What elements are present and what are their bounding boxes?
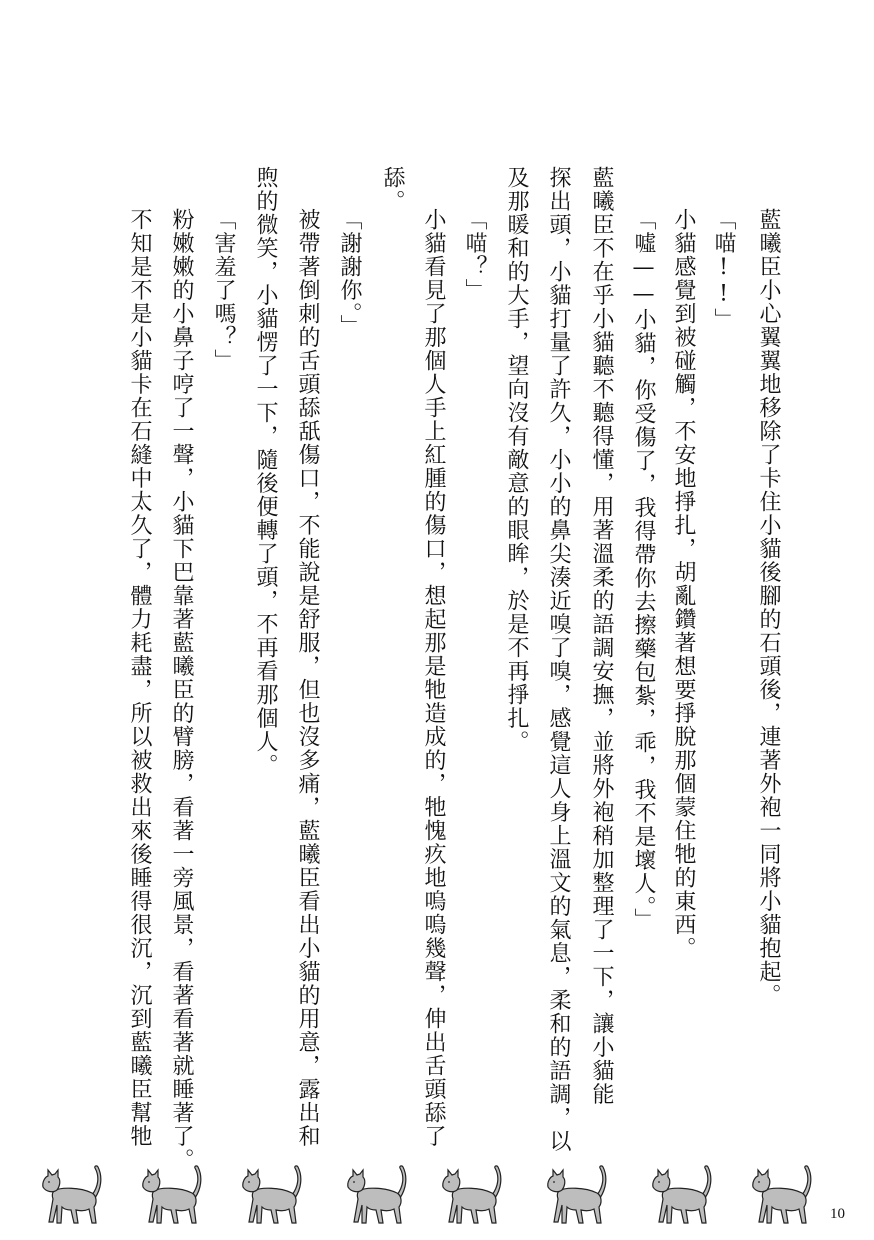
walking-cat-icon bbox=[240, 1165, 310, 1227]
walking-cat-icon bbox=[345, 1165, 415, 1227]
text-line-3: 小貓感覺到被碰觸，不安地掙扎，胡亂鑽著想要掙脫那個蒙住牠的東西。 bbox=[671, 208, 696, 960]
walking-cat-icon bbox=[750, 1165, 820, 1227]
walking-cat-icon bbox=[545, 1165, 615, 1227]
text-line-11: 「謝謝你。」 bbox=[337, 208, 362, 338]
text-line-15: 粉嫩嫩的小鼻子哼了一聲，小貓下巴靠著藍曦臣的臂膀，看著一旁風景，看著看著就睡著了。 bbox=[169, 208, 194, 1172]
text-line-16: 不知是不是小貓卡在石縫中太久了，體力耗盡，所以被救出來後睡得很沉，沉到藍曦臣幫牠 bbox=[127, 208, 152, 1148]
text-line-2: 「喵!!」 bbox=[711, 208, 736, 332]
text-line-10: 舔。 bbox=[380, 166, 405, 213]
text-line-6: 探出頭，小貓打量了許久，小小的鼻尖湊近嗅了嗅，感覺這人身上溫文的氣息，柔和的語調，以 bbox=[546, 166, 571, 1153]
text-line-12: 被帶著倒刺的舌頭舔舐傷口，不能說是舒服，但也沒多痛，藍曦臣看出小貓的用意，露出和 bbox=[295, 208, 320, 1148]
page-number: 10 bbox=[830, 1206, 845, 1222]
text-line-9: 小貓看見了那個人手上紅腫的傷口，想起那是牠造成的，牠愧疚地嗚嗚幾聲，伸出舌頭舔了 bbox=[421, 208, 446, 1148]
text-line-4: 「噓——小貓，你受傷了，我得帶你去擦藥包紮，乖，我不是壞人。」 bbox=[631, 208, 656, 932]
text-line-8: 「喵？」 bbox=[462, 208, 487, 302]
walking-cat-icon bbox=[140, 1165, 210, 1227]
text-line-13: 煦的微笑，小貓愣了一下，隨後便轉了頭，不再看那個人。 bbox=[253, 166, 278, 777]
text-line-5: 藍曦臣不在乎小貓聽不聽得懂，用著溫柔的語調安撫，並將外袍稍加整理了一下，讓小貓能 bbox=[589, 166, 614, 1106]
walking-cat-icon bbox=[440, 1165, 510, 1227]
text-line-14: 「害羞了嗎？」 bbox=[211, 208, 236, 373]
walking-cat-icon bbox=[650, 1165, 720, 1227]
text-line-1: 藍曦臣小心翼翼地移除了卡住小貓後腳的石頭後，連著外袍一同將小貓抱起。 bbox=[756, 208, 781, 1007]
text-line-7: 及那暖和的大手，望向沒有敵意的眼眸，於是不再掙扎。 bbox=[504, 166, 529, 754]
cat-border bbox=[0, 1165, 874, 1235]
walking-cat-icon bbox=[40, 1165, 110, 1227]
